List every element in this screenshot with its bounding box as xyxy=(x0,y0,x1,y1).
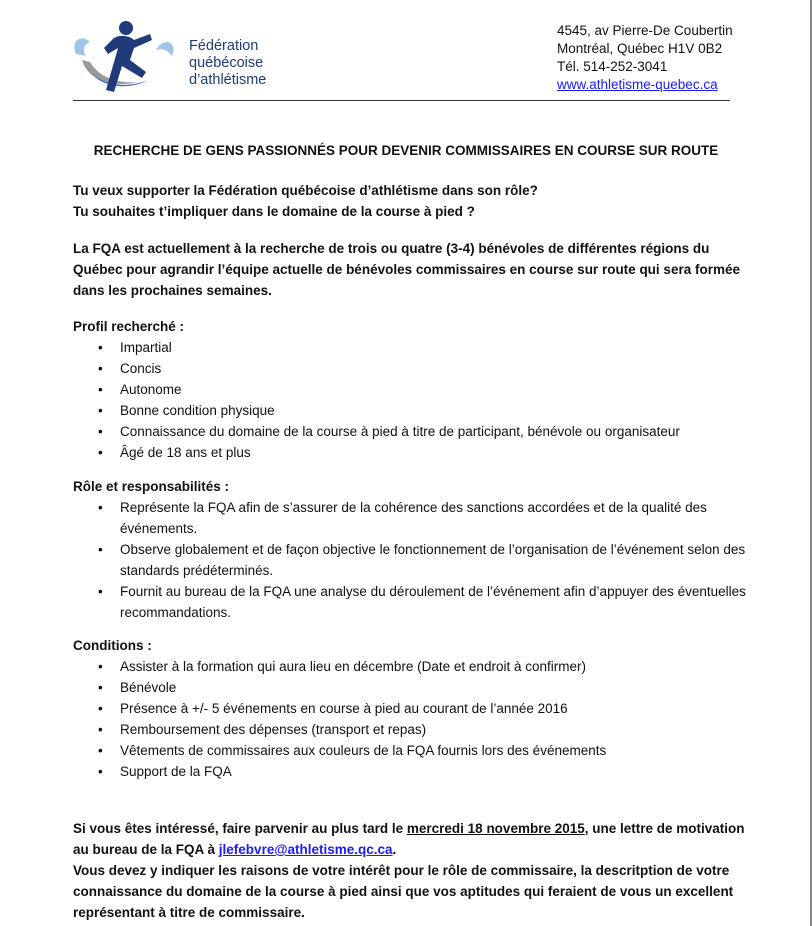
closing-paragraph-1 xyxy=(73,818,753,860)
list-item: • Impartial xyxy=(73,337,763,358)
bullet-icon: • xyxy=(98,764,103,779)
list-item: • Bénévole xyxy=(73,677,763,698)
bullet-icon: • xyxy=(98,722,103,737)
list-item: • Présence à +/- 5 événements en course à pied au courant de l’année 2016 xyxy=(73,698,763,719)
bullet-icon: • xyxy=(98,584,103,599)
website-link[interactable]: www.athletisme-quebec.ca xyxy=(557,77,718,92)
role-list xyxy=(73,497,763,623)
profile-section xyxy=(73,316,763,463)
profile-list xyxy=(73,337,763,463)
bullet-icon: • xyxy=(98,542,103,557)
intro-questions xyxy=(73,180,763,222)
list-item: • Concis xyxy=(73,358,763,379)
bullet-icon: • xyxy=(98,701,103,716)
logo-line-3: d’athlétisme xyxy=(189,72,267,88)
list-item: • Support de la FQA xyxy=(73,761,763,782)
header-divider xyxy=(73,100,730,101)
intro-question-2: Tu souhaites t’impliquer dans le domaine de la course à pied ? xyxy=(73,204,475,219)
profile-heading: Profil recherché : xyxy=(73,319,185,334)
bullet-icon: • xyxy=(98,340,103,355)
bullet-icon: • xyxy=(98,680,103,695)
list-item: • Remboursement des dépenses (transport et repas) xyxy=(73,719,763,740)
logo-line-1: Fédération xyxy=(189,38,259,54)
list-item: • Autonome xyxy=(73,379,763,400)
runner-logo-icon xyxy=(68,14,188,102)
list-item: • Fournit au bureau de la FQA une analyse du déroulement de l’événement afin d’appuyer des éventuelles recommandations. xyxy=(73,581,763,623)
closing-text-3: . xyxy=(392,842,397,857)
deadline-date: mercredi 18 novembre 2015 xyxy=(406,821,585,836)
closing-paragraph-2: Vous devez y indiquer les raisons de votre intérêt pour le rôle de commissaire, la descritption de votre connaissance du domaine de la course à pied ainsi que vos aptitudes qui feraient de vous un excellent représentant à titre de commissaire. xyxy=(73,863,734,920)
logo-wordmark xyxy=(189,38,266,89)
intro-question-1: Tu veux supporter la Fédération québécoise d’athlétisme dans son rôle? xyxy=(73,183,538,198)
address-block xyxy=(557,22,733,94)
bullet-icon: • xyxy=(98,382,103,397)
list-item: • Connaissance du domaine de la course à pied à titre de participant, bénévole ou organisateur xyxy=(73,421,763,442)
email-link[interactable]: jlefebvre@athletisme.qc.ca xyxy=(218,842,393,857)
role-section xyxy=(73,476,763,623)
list-item: • Assister à la formation qui aura lieu en décembre (Date et endroit à confirmer) xyxy=(73,656,763,677)
list-item: • Observe globalement et de façon objective le fonctionnement de l’organisation de l’événement selon des standards prédéterminés. xyxy=(73,539,763,581)
address-street: 4545, av Pierre-De Coubertin xyxy=(557,23,733,38)
closing-section xyxy=(73,818,753,923)
list-item: • Vêtements de commissaires aux couleurs de la FQA fournis lors des événements xyxy=(73,740,763,761)
conditions-section xyxy=(73,635,763,782)
closing-text-1: Si vous êtes intéressé, faire parvenir au plus tard le xyxy=(73,821,407,836)
conditions-list xyxy=(73,656,763,782)
list-item: • Bonne condition physique xyxy=(73,400,763,421)
page-title: RECHERCHE DE GENS PASSIONNÉS POUR DEVENIR COMMISSAIRES EN COURSE SUR ROUTE xyxy=(93,143,719,158)
logo-line-2: québécoise xyxy=(189,55,264,71)
address-city: Montréal, Québec H1V 0B2 xyxy=(557,41,723,56)
bullet-icon: • xyxy=(98,424,103,439)
fqa-logo xyxy=(68,14,268,102)
bullet-icon: • xyxy=(98,659,103,674)
bullet-icon: • xyxy=(98,403,103,418)
list-item: • Représente la FQA afin de s’assurer de la cohérence des sanctions accordées et de la qualité des événements. xyxy=(73,497,763,539)
address-phone: Tél. 514-252-3041 xyxy=(557,59,668,74)
bullet-icon: • xyxy=(98,445,103,460)
intro-paragraph: La FQA est actuellement à la recherche de trois ou quatre (3-4) bénévoles de différentes régions du Québec pour agrandir l’équipe actuelle de bénévoles commissaires en course sur route qui sera formée dans les prochaines semaines. xyxy=(73,241,740,298)
bullet-icon: • xyxy=(98,361,103,376)
closing-text-2: , une lettre de motivation au bureau de la FQA à xyxy=(73,821,745,857)
role-heading: Rôle et responsabilités : xyxy=(73,479,230,494)
bullet-icon: • xyxy=(98,743,103,758)
list-item: • Âgé de 18 ans et plus xyxy=(73,442,763,463)
conditions-heading: Conditions : xyxy=(73,638,152,653)
bullet-icon: • xyxy=(98,500,103,515)
